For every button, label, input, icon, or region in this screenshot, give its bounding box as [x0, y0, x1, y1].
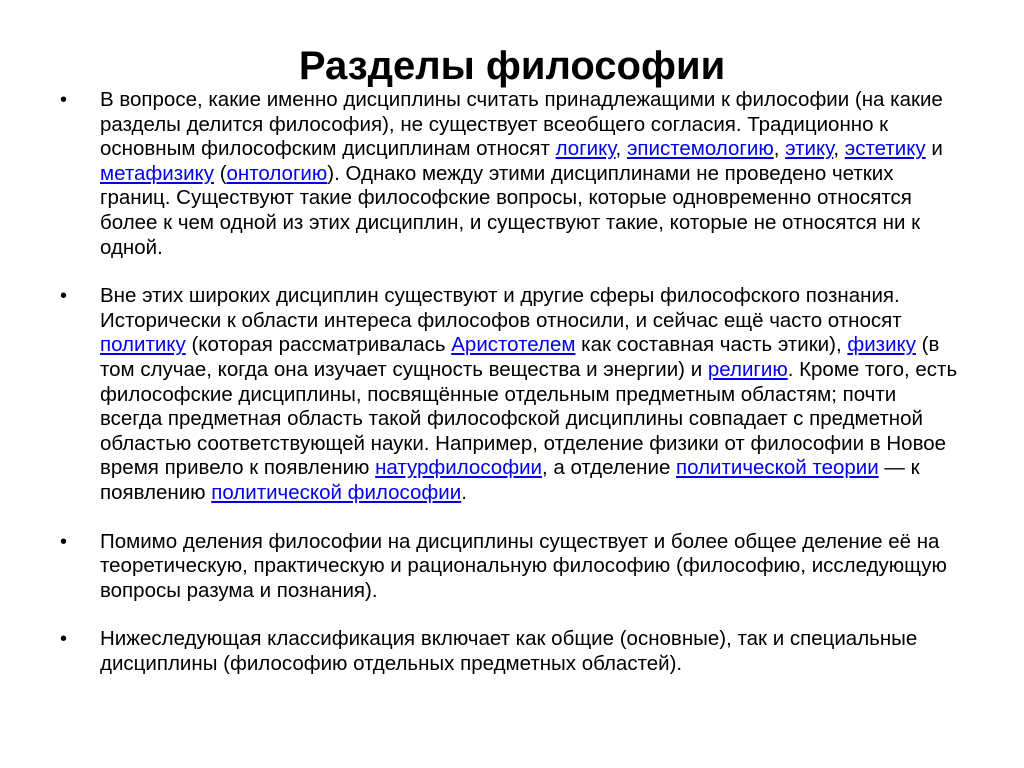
- link-epistemology[interactable]: эпистемологию: [626, 137, 774, 161]
- paragraph-text: .: [461, 480, 467, 504]
- paragraph-text: как составная часть этики),: [575, 333, 848, 357]
- paragraph-text: ). Однако между этими дисциплинами не проведено четких границ. Существуют такие философские вопросы, которые одновременно относятся более к чем одной из этих дисциплин, и существуют такие, которые не относятся ни к одной.: [100, 161, 921, 259]
- paragraph-text: ,: [833, 137, 845, 161]
- link-aristotle[interactable]: Аристотелем: [451, 333, 576, 357]
- paragraph-text: , а отделение: [541, 456, 677, 480]
- link-religion[interactable]: религию: [707, 357, 788, 381]
- paragraph-text: и: [925, 137, 943, 161]
- bullet-marker: •: [60, 285, 68, 308]
- bullet-marker: •: [60, 530, 68, 553]
- paragraph-text: — к появлению: [100, 456, 920, 504]
- paragraph-text: (которая рассматривалась: [185, 333, 452, 357]
- paragraph-text: ,: [773, 137, 786, 161]
- paragraph-text: Помимо деления философии на дисциплины существует и более общее деление её на теоретическую, практическую и рациональную философию (философию, исследующую вопросы разума и познания).: [100, 529, 947, 602]
- slide-title: Разделы философии: [298, 44, 726, 88]
- paragraph-text: (в том случае, когда она изучает сущность вещества и энергии) и: [100, 333, 940, 381]
- paragraph-text: Нижеследующая классификация включает как общие (основные), так и специальные дисциплины (философию отдельных предметных областей).: [100, 627, 918, 675]
- bullet-marker: •: [60, 628, 68, 651]
- bullet-marker: •: [60, 89, 68, 111]
- bullet-item-disciplines: [60, 88, 960, 260]
- link-politics[interactable]: политику: [100, 333, 186, 357]
- link-aesthetics[interactable]: эстетику: [844, 137, 926, 161]
- link-political-theory[interactable]: политической теории: [676, 456, 879, 480]
- link-physics[interactable]: физику: [847, 333, 916, 357]
- link-ethics[interactable]: этику: [785, 137, 834, 161]
- paragraph-text: Вне этих широких дисциплин существуют и другие сферы философского познания. Исторически к области интереса философов относили, и сейчас ещё часто относят: [100, 284, 902, 332]
- paragraph-text: (: [214, 161, 227, 185]
- bullet-item-other-spheres: [60, 284, 960, 505]
- bullet-list: [60, 88, 960, 676]
- link-natural-philosophy[interactable]: натурфилософии: [375, 456, 542, 480]
- link-political-philosophy[interactable]: политической философии: [211, 480, 462, 504]
- link-metaphysics[interactable]: метафизику: [100, 161, 214, 185]
- paragraph-text: . Кроме того, есть философские дисциплины, посвящённые отдельным предметным областям; почти всегда предметная область такой философской дисциплины совпадает с предметной областью соответствующей науки. Например, отделение физики от философии в Новое время привело к появлению: [100, 357, 958, 480]
- bullet-item-general-division: [60, 530, 960, 604]
- bullet-item-classification: [60, 627, 960, 676]
- paragraph-text: В вопросе, какие именно дисциплины считать принадлежащими к философии (на какие разделы делится философия), не существует всеобщего согласия. Традиционно к основным философским дисциплинам относят: [100, 88, 943, 161]
- link-logic[interactable]: логику: [555, 137, 616, 161]
- paragraph-text: ,: [615, 137, 627, 161]
- link-ontology[interactable]: онтологию: [226, 161, 328, 185]
